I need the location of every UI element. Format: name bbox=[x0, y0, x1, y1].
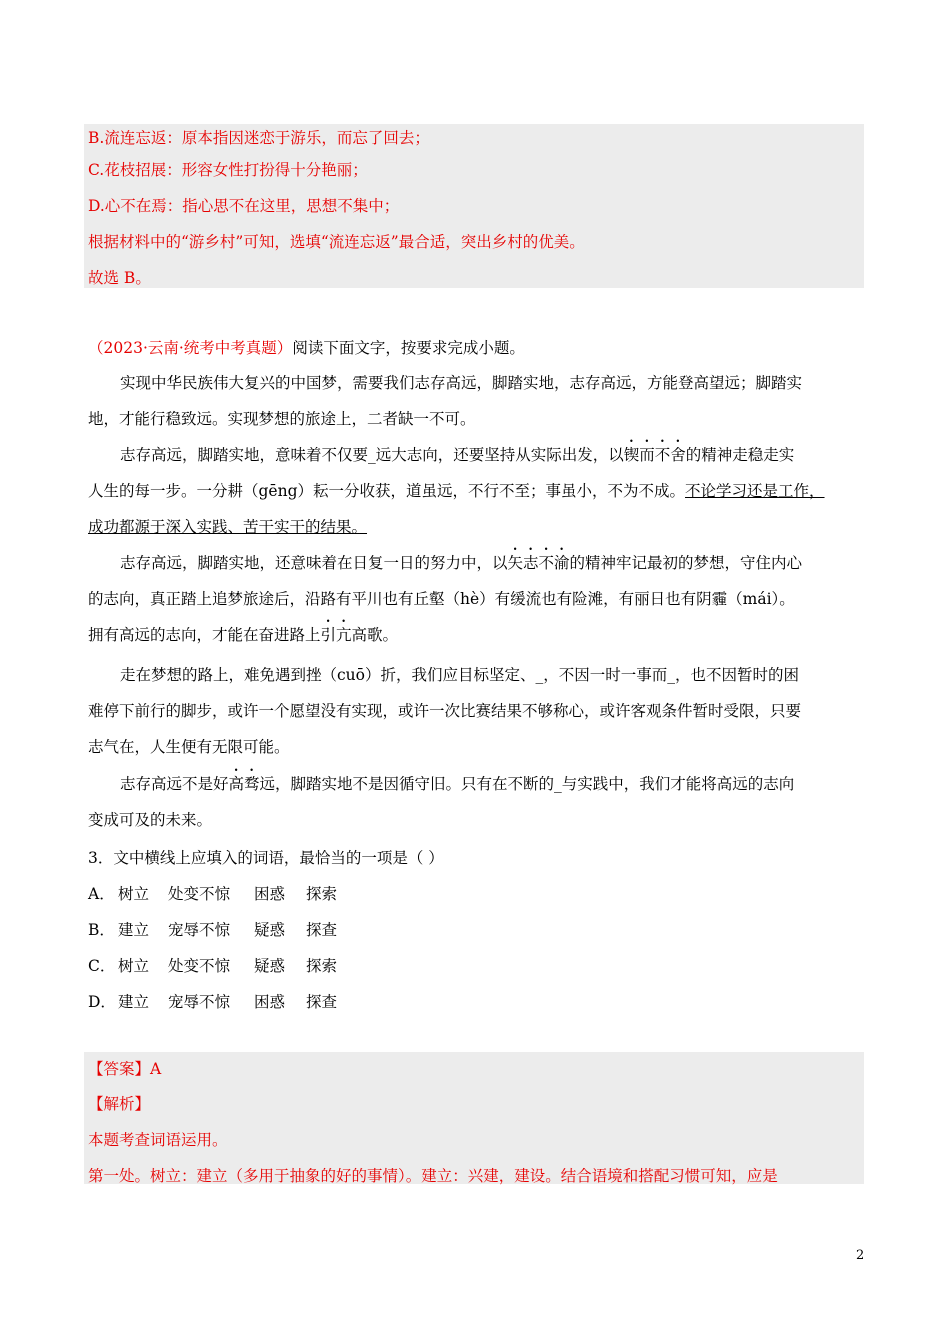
text-span: 志存高远，脚踏实地，意味着不仅要_远大志向，还要坚持从实际出发，以 bbox=[120, 446, 624, 464]
option-word: 树立 bbox=[118, 885, 150, 903]
passage-paragraph-4 bbox=[88, 657, 863, 765]
option-label: D． bbox=[88, 993, 116, 1011]
passage-paragraph-2 bbox=[88, 437, 863, 545]
answer-box bbox=[84, 1052, 864, 1184]
underlined-sentence: 不论学习还是工作， bbox=[685, 482, 825, 500]
option-b[interactable] bbox=[88, 918, 337, 940]
option-word: 探查 bbox=[306, 993, 338, 1011]
passage-line bbox=[88, 509, 863, 545]
passage-line: 走在梦想的路上，难免遇到挫（cuō）折，我们应目标坚定、_，不因一时一事而_，也不因暂时的困 bbox=[120, 666, 799, 684]
option-word: 宠辱不惊 bbox=[168, 921, 231, 939]
text-span: 远，脚踏实地不是因循守旧。只有在不断的_与实践中，我们才能将高远的志向 bbox=[259, 775, 795, 793]
answer-line: 【答案】A bbox=[88, 1060, 162, 1078]
option-label: A． bbox=[88, 885, 115, 903]
text-span: 人生的每一步。一分耕（gēng）耘一分收获，道虽远，不行不至；事虽小，不为不成。 bbox=[88, 482, 686, 500]
question-source-line bbox=[88, 336, 525, 358]
passage-line bbox=[88, 473, 863, 509]
passage-paragraph-5 bbox=[88, 766, 863, 838]
option-word: 困惑 bbox=[254, 993, 286, 1011]
passage-line: 的志向，真正踏上追梦旅途后，沿路有平川也有丘壑（hè）有缓流也有险滩，有丽日也有阴霾（mái）。 bbox=[88, 590, 795, 608]
text-span: 志存高远不是好 bbox=[120, 775, 229, 793]
option-a[interactable] bbox=[88, 882, 337, 904]
passage-line: 实现中华民族伟大复兴的中国梦，需要我们志存高远，脚踏实地，志存高远，方能登高望远；脚踏实 bbox=[120, 374, 803, 392]
dotted-word: 高骛 bbox=[228, 775, 260, 793]
source-tag: （2023·云南·统考中考真题） bbox=[88, 339, 293, 357]
analysis-line: 本题考查词语运用。 bbox=[88, 1131, 228, 1149]
explanation-line-b: B.流连忘返：原本指因迷恋于游乐，而忘了回去； bbox=[88, 129, 430, 147]
previous-explanation-box bbox=[84, 124, 864, 288]
passage-line: 志气在，人生便有无限可能。 bbox=[88, 738, 290, 756]
dotted-word: 锲而不舍 bbox=[623, 446, 686, 464]
explanation-line-c: C.花枝招展：形容女性打扮得十分艳丽； bbox=[88, 161, 368, 179]
explanation-choice: 故选 B。 bbox=[88, 269, 151, 287]
option-word: 困惑 bbox=[254, 885, 286, 903]
underlined-sentence: 成功都源于深入实践、苦干实干的结果。 bbox=[88, 518, 368, 536]
passage-line bbox=[88, 545, 863, 581]
analysis-line: 第一处。树立：建立（多用于抽象的好的事情）。建立：兴建，建设。结合语境和搭配习惯可知，应是 bbox=[88, 1167, 778, 1185]
text-span: 志存高远，脚踏实地，还意味着在日复一日的努力中，以 bbox=[120, 554, 508, 572]
option-word: 树立 bbox=[118, 957, 150, 975]
passage-paragraph-3 bbox=[88, 545, 863, 653]
option-c[interactable] bbox=[88, 954, 337, 976]
option-word: 探索 bbox=[306, 885, 338, 903]
passage-paragraph-1 bbox=[88, 365, 863, 437]
text-span: 拥有高远的志向，才能在奋进路上 bbox=[88, 626, 321, 644]
option-word: 探索 bbox=[306, 957, 338, 975]
option-label: B． bbox=[88, 921, 115, 939]
option-word: 探查 bbox=[306, 921, 338, 939]
passage-line: 难停下前行的脚步，或许一个愿望没有实现，或许一次比赛结果不够称心，或许客观条件暂时受限，只要 bbox=[88, 702, 802, 720]
option-word: 处变不惊 bbox=[168, 957, 231, 975]
explanation-conclusion: 根据材料中的“游乡村”可知，选填“流连忘返”最合适，突出乡村的优美。 bbox=[88, 233, 585, 251]
passage-line bbox=[88, 766, 863, 802]
passage-line bbox=[88, 437, 863, 473]
passage-line: 地，才能行稳致远。实现梦想的旅途上，二者缺一不可。 bbox=[88, 410, 476, 428]
option-word: 疑惑 bbox=[254, 957, 286, 975]
option-label: C． bbox=[88, 957, 116, 975]
option-d[interactable] bbox=[88, 990, 337, 1012]
question-stem: 3．文中横线上应填入的词语，最恰当的一项是（ ） bbox=[88, 849, 444, 867]
analysis-label: 【解析】 bbox=[88, 1095, 151, 1113]
dotted-word: 矢志不渝 bbox=[507, 554, 570, 572]
page-number: 2 bbox=[856, 1248, 865, 1263]
explanation-line-d: D.心不在焉：指心思不在这里，思想不集中； bbox=[88, 197, 400, 215]
text-span: 高歌。 bbox=[351, 626, 399, 644]
text-span: 的精神走稳走实 bbox=[685, 446, 795, 464]
dotted-word: 引亢 bbox=[320, 626, 352, 644]
option-word: 建立 bbox=[118, 993, 150, 1011]
option-word: 建立 bbox=[118, 921, 150, 939]
passage-line bbox=[88, 617, 863, 653]
option-word: 疑惑 bbox=[254, 921, 286, 939]
reading-instruction: 阅读下面文字，按要求完成小题。 bbox=[292, 339, 525, 357]
option-word: 宠辱不惊 bbox=[168, 993, 231, 1011]
option-word: 处变不惊 bbox=[168, 885, 231, 903]
text-span: 的精神牢记最初的梦想，守住内心 bbox=[569, 554, 803, 572]
passage-line: 变成可及的未来。 bbox=[88, 811, 213, 829]
